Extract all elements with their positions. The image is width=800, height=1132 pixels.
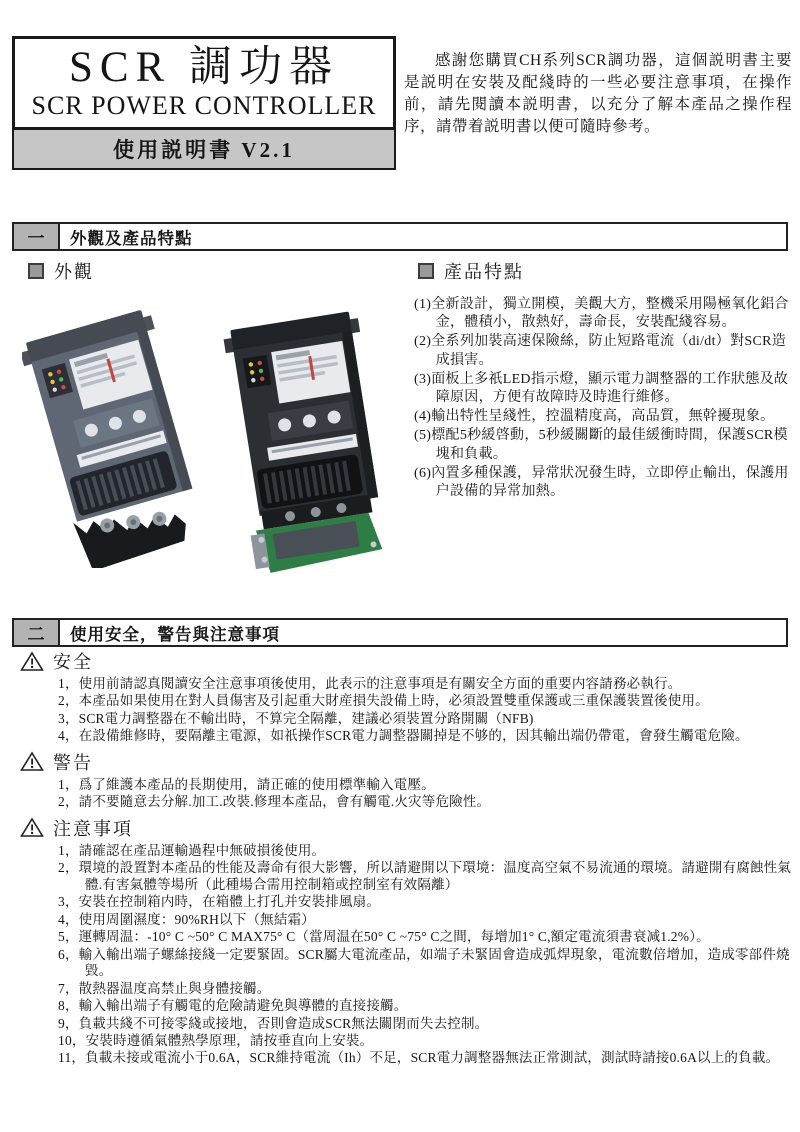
features-label: 產品特點: [444, 262, 524, 282]
product-title-cn: SCR 調功器: [68, 44, 340, 91]
notes-heading: [20, 815, 792, 841]
features-list: [414, 296, 794, 502]
product-title-en: SCR POWER CONTROLLER: [31, 91, 377, 121]
section1-header: [12, 222, 788, 251]
safety-list: [58, 676, 792, 745]
intro-paragraph: 感謝您購買CH系列SCR調功器，這個説明書主要是説明在安裝及配綫時的一些必要注意事項，在操作前，請先閱讀本説明書，以充分了解本產品之操作程序，請帶着説明書以便可隨時參考。: [404, 52, 792, 136]
feature-item: (1)全新設計，獨立開模，美觀大方，整機采用陽極氧化鋁合金，體積小，散熱好，壽命長，安裝配綫容易。: [414, 297, 789, 331]
warning-label: 警告: [53, 752, 93, 773]
features-heading: [418, 258, 524, 284]
section2-header: [12, 618, 788, 647]
safety-item: 3，SCR電力調整器在不輸出時，不算完全隔離，建議必須裝置分路開關（NFB): [58, 710, 534, 726]
notes-item: 9，負載共綫不可接零綫或接地，否則會造成SCR無法關閉而失去控制。: [58, 1015, 489, 1031]
title-box: [12, 36, 396, 170]
feature-item: (4)輸出特性呈綫性，控溫精度高，高品質，無幹擾現象。: [414, 409, 775, 425]
safety-item: 4，在設備維修時，要隔離主電源，如祇操作SCR電力調整器關掉是不够的，因其輸出端仍帶電，會發生觸電危險。: [58, 728, 749, 744]
section2-content: [18, 644, 792, 1071]
safety-item: 1，使用前請認真閱讀安全注意事項後使用，此表示的注意事項是有關安全方面的重要内容請務必執行。: [58, 676, 682, 691]
safety-item: 2，本產品如果使用在對人員傷害及引起重大財産損失設備上時，必須設置雙重保護或三重保護裝置後使用。: [58, 693, 709, 709]
notes-item: 5，運轉周温：-10° C ~50° C MAX75° C（當周温在50° C ~75° C之間，每增加1° C,額定電流須書衰减1.2%）。: [58, 929, 710, 945]
product-image-gray-unit: [22, 298, 206, 568]
warning-triangle-icon: [20, 651, 44, 672]
section1-number: 一: [14, 224, 60, 249]
appearance-heading: [28, 258, 94, 284]
safety-label: 安全: [53, 652, 93, 672]
title-main: [12, 36, 396, 130]
section1-title: 外觀及產品特點: [70, 228, 193, 248]
notes-item: 4，使用周圍濕度：90%RH以下（無結霜）: [58, 911, 315, 927]
feature-item: (6)內置多種保護，异常狀况發生時，立即停止輸出，保護用户設備的异常加熱。: [414, 465, 789, 499]
safety-heading: [20, 648, 792, 674]
manual-version-bar: 使用説明書 V2.1: [12, 130, 396, 170]
feature-item: (2)全系列加裝高速保險絲，防止短路電流（di/dt）對SCR造成損害。: [414, 334, 787, 368]
appearance-label: 外觀: [54, 262, 94, 282]
feature-item: (3)面板上多祇LED指示燈，顯示電力調整器的工作狀態及故障原因，方便有故障時及時進行維修。: [414, 371, 789, 405]
notes-item: 7，散熱器温度高禁止與身體接觸。: [58, 980, 271, 996]
square-bullet-icon: [28, 263, 44, 279]
warning-triangle-icon: [20, 817, 44, 838]
notes-item: 11，負載未接或電流小于0.6A，SCR維持電流（Ih）不足，SCR電力調整器無法正常測試，測試時請接0.6A以上的負載。: [58, 1050, 780, 1066]
notes-item: 2，環境的設置對本產品的性能及壽命有很大影響，所以請避開以下環境：温度高空氣不易流通的環境。請避開有腐蝕性氣體.有害氣體等場所（此種場合需用控制箱或控制室有效隔離）: [58, 860, 792, 892]
notes-item: 1，請確認在產品運輸過程中無破損後使用。: [58, 842, 326, 858]
warning-triangle-icon: [20, 751, 44, 772]
notes-item: 6，輸入輸出端子螺絲接綫一定要緊固。SCR屬大電流產品，如端子未緊固會造成弧焊現象，電流數倍增加，造成零部件燒毀。: [58, 946, 790, 979]
warning-item: 1，爲了維護本產品的長期使用，請正確的使用標準輸入電壓。: [58, 776, 435, 792]
notes-item: 3，安裝在控制箱内時，在箱體上打孔并安裝排風扇。: [58, 894, 381, 910]
section2-number: 二: [14, 620, 60, 645]
warning-heading: [20, 749, 792, 775]
notes-list: [58, 843, 792, 1067]
product-image-black-unit: [206, 298, 402, 578]
square-bullet-icon: [418, 263, 434, 279]
notes-label: 注意事項: [53, 818, 133, 839]
product-photos: [16, 298, 408, 590]
feature-item: (5)標配5秒緩啓動，5秒緩關斷的最佳緩衝時間，保護SCR模塊和負載。: [414, 428, 788, 462]
notes-item: 8，輸入輸出端子有觸電的危險請避免與導體的直接接觸。: [58, 998, 408, 1014]
warning-list: [58, 777, 792, 811]
section2-title: 使用安全，警告與注意事項: [70, 624, 280, 644]
warning-item: 2，請不要隨意去分解.加工.改裝.修理本產品，會有觸電.火灾等危險性。: [58, 794, 491, 810]
notes-item: 10，安裝時遵循氣體熱學原理，請按垂直向上安裝。: [58, 1032, 374, 1048]
